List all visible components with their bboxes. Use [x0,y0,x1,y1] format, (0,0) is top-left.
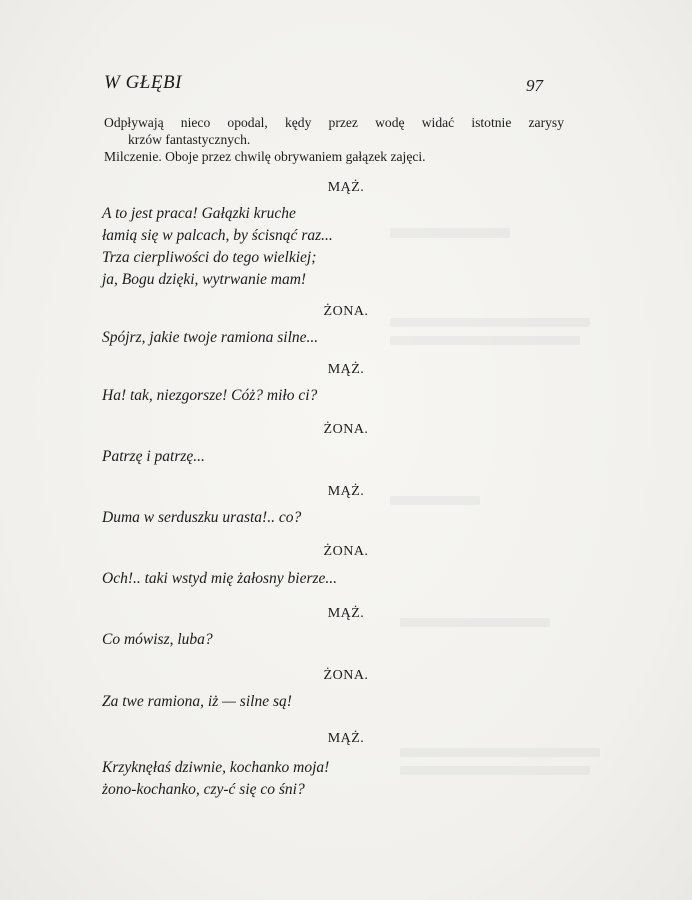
speaker-label: MĄŻ. [327,180,365,195]
verse-line: łamią się w palcach, by ścisnąć raz... [102,227,333,244]
verse-line: Spójrz, jakie twoje ramiona silne... [102,329,319,346]
stage-direction-line: krzów fantastycznych. [128,132,251,147]
verse-line: A to jest praca! Gałązki kruche [102,205,296,222]
speaker-label: ŻONA. [323,668,369,683]
stage-direction: Milczenie. Oboje przez chwilę obrywaniem gałązek zajęci. [104,149,426,164]
verse-line: Ha! tak, niezgorsze! Cóż? miło ci? [102,387,318,404]
speaker-label: ŻONA. [323,422,369,437]
verse-line: Duma w serduszku urasta!.. co? [102,509,302,526]
page-number: 97 [526,76,543,95]
speaker-label: MĄŻ. [327,731,365,746]
verse-line: Patrzę i patrzę... [102,448,205,465]
bleed-through-mark [400,766,590,775]
speaker-label: MĄŻ. [327,606,365,621]
speaker-label: ŻONA. [323,544,369,559]
verse-line: Trza cierpliwości do tego wielkiej; [102,249,317,266]
verse-line: Co mówisz, luba? [102,631,213,648]
verse-line: ja, Bogu dzięki, wytrwanie mam! [102,271,307,288]
running-head: W GŁĘBI [104,72,182,93]
bleed-through-mark [390,336,580,345]
verse-line: Krzyknęłaś dziwnie, kochanko moja! [102,759,330,776]
stage-direction-line: Odpływają nieco opodal, kędy przez wodę widać istotnie zarysy [104,115,564,130]
verse-line: Za twe ramiona, iż — silne są! [102,693,292,710]
bleed-through-mark [390,228,510,238]
bleed-through-mark [400,748,600,757]
verse-line: Och!.. taki wstyd mię żałosny bierze... [102,570,338,587]
speaker-label: ŻONA. [323,304,369,319]
speaker-label: MĄŻ. [327,484,365,499]
stage-direction [104,114,564,148]
verse-line: żono-kochanko, czy-ć się co śni? [102,781,305,798]
speaker-label: MĄŻ. [327,362,365,377]
